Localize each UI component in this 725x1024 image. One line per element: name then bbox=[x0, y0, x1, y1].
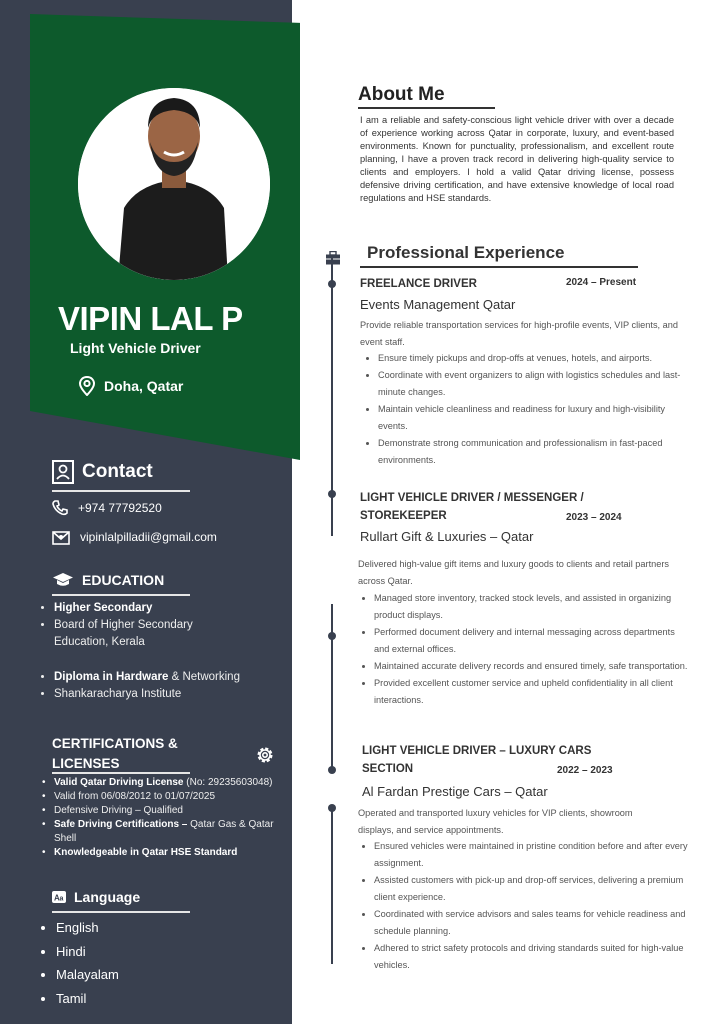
job-dates: 2024 – Present bbox=[566, 277, 637, 288]
timeline-line bbox=[331, 604, 333, 770]
language-heading bbox=[52, 889, 140, 905]
location-pin-icon bbox=[78, 376, 96, 396]
job-title: LIGHT VEHICLE DRIVER / MESSENGER / STOREKEEPER bbox=[360, 492, 584, 522]
education-divider bbox=[52, 594, 190, 596]
list-item: • English bbox=[56, 916, 119, 940]
contact-heading bbox=[52, 460, 153, 484]
svg-text:A: A bbox=[54, 893, 60, 903]
list-item: • Coordinate with event organizers to align with logistics schedules and last-minute changes. bbox=[378, 367, 688, 401]
phone-icon bbox=[52, 500, 68, 516]
language-heading-text: Language bbox=[74, 889, 141, 905]
list-item: • Hindi bbox=[56, 940, 119, 964]
job-company: Events Management Qatar bbox=[360, 297, 516, 312]
phone-number[interactable]: +974 77792520 bbox=[78, 501, 162, 515]
experience-heading: Professional Experience bbox=[367, 243, 565, 262]
job-summary: Operated and transported luxury vehicles for VIP clients, showroom displays, and service appointments. bbox=[358, 808, 633, 835]
experience-divider bbox=[360, 266, 638, 268]
list-item: • Assisted customers with pick-up and drop-off services, delivering a premium client experience. bbox=[374, 872, 696, 906]
contact-heading-text: Contact bbox=[82, 461, 153, 482]
job-bullets bbox=[358, 838, 696, 974]
timeline-dot bbox=[328, 632, 336, 640]
certifications-heading bbox=[52, 734, 202, 774]
list-item: • Defensive Driving – Qualified bbox=[54, 804, 274, 818]
list-item: • Ensured vehicles were maintained in pristine condition before and after every assignment. bbox=[374, 838, 696, 872]
list-item: • Maintain vehicle cleanliness and readiness for luxury and high-visibility events. bbox=[378, 401, 688, 435]
list-item: • Higher Secondary bbox=[54, 600, 244, 617]
list-item: • Diploma in Hardware & Networking bbox=[54, 669, 244, 686]
list-item: • Tamil bbox=[56, 987, 119, 1011]
timeline-dot bbox=[328, 490, 336, 498]
list-item: • Demonstrate strong communication and professionalism in fast-paced environments. bbox=[378, 435, 688, 469]
svg-text:a: a bbox=[59, 895, 64, 903]
list-item: • Knowledgeable in Qatar HSE Standard bbox=[54, 846, 274, 860]
education-list-2 bbox=[38, 669, 244, 703]
list-item: • Malayalam bbox=[56, 963, 119, 987]
list-item: • Maintained accurate delivery records and ensured timely, safe transportation. bbox=[374, 658, 692, 675]
profile-photo bbox=[78, 88, 270, 280]
email-icon bbox=[52, 529, 70, 545]
job-company: Rullart Gift & Luxuries – Qatar bbox=[360, 529, 534, 544]
list-item: • Shankaracharya Institute bbox=[54, 686, 244, 703]
email-address[interactable]: vipinlalpilladii@gmail.com bbox=[80, 530, 217, 544]
list-item: • Adhered to strict safety protocols and driving standards suited for high-value vehicles. bbox=[374, 940, 696, 974]
education-list-1 bbox=[38, 600, 244, 651]
language-icon bbox=[52, 891, 66, 903]
certifications-divider bbox=[52, 772, 190, 774]
certifications-list bbox=[54, 776, 274, 860]
list-item: • Performed document delivery and internal messaging across departments and external offices. bbox=[374, 624, 692, 658]
timeline-dot bbox=[328, 280, 336, 288]
timeline-dot bbox=[328, 766, 336, 774]
list-item: • Valid from 06/08/2012 to 01/07/2025 bbox=[54, 790, 274, 804]
location-text: Doha, Qatar bbox=[104, 378, 184, 394]
language-list bbox=[40, 916, 119, 1010]
job-bullets bbox=[358, 590, 692, 709]
job-title: FREELANCE DRIVER bbox=[360, 278, 477, 290]
contact-divider bbox=[52, 490, 190, 492]
job-summary: Provide reliable transportation services for high-profile events, VIP clients, and event staff. bbox=[360, 320, 678, 347]
about-divider bbox=[358, 107, 495, 109]
job-dates: 2022 – 2023 bbox=[557, 765, 613, 776]
language-divider bbox=[52, 911, 190, 913]
education-heading bbox=[52, 572, 164, 588]
phone-line bbox=[52, 500, 162, 516]
list-item: • Valid Qatar Driving License (No: 29235603048) bbox=[54, 776, 274, 790]
job-dates: 2023 – 2024 bbox=[566, 512, 622, 523]
certifications-heading-text: CERTIFICATIONS & LICENSES bbox=[52, 736, 178, 771]
timeline-dot bbox=[328, 804, 336, 812]
graduation-cap-icon bbox=[52, 572, 74, 588]
list-item: • Board of Higher Secondary Education, Kerala bbox=[54, 617, 244, 651]
list-item: • Managed store inventory, tracked stock levels, and assisted in organizing product displays. bbox=[374, 590, 692, 624]
candidate-name: VIPIN LAL P bbox=[58, 300, 243, 337]
email-line bbox=[52, 529, 217, 545]
location bbox=[78, 376, 183, 396]
list-item: • Ensure timely pickups and drop-offs at venues, hotels, and airports. bbox=[378, 350, 688, 367]
timeline-line bbox=[331, 808, 333, 964]
briefcase-icon bbox=[325, 251, 341, 265]
candidate-role: Light Vehicle Driver bbox=[70, 340, 201, 356]
job-summary: Delivered high-value gift items and luxury goods to clients and retail partners across Qatar. bbox=[358, 559, 670, 586]
about-text: I am a reliable and safety-conscious light vehicle driver with over a decade of experience working across Qatar in corporate, luxury, and event-based environments. Known for punctuality, professionalism, and excellent route planning, I have a proven track record in delivering high-quality service to clients and employers. I hold a valid Qatar driving license, possess defensive driving certification, and have extensive knowledge of local road regulations and HSE standards. bbox=[360, 115, 674, 203]
list-item: • Provided excellent customer service and upheld confidentiality in all client interactions. bbox=[374, 675, 692, 709]
job-company: Al Fardan Prestige Cars – Qatar bbox=[362, 784, 548, 799]
about-heading: About Me bbox=[358, 84, 445, 105]
job-title: LIGHT VEHICLE DRIVER – LUXURY CARS SECTION bbox=[362, 745, 592, 775]
list-item: • Coordinated with service advisors and sales teams for vehicle readiness and schedule planning. bbox=[374, 906, 696, 940]
gear-icon bbox=[254, 744, 276, 766]
contact-card-icon bbox=[52, 460, 74, 484]
job-bullets bbox=[362, 350, 688, 469]
education-heading-text: EDUCATION bbox=[82, 572, 165, 588]
list-item: • Safe Driving Certifications – Qatar Gas & Qatar Shell bbox=[54, 818, 274, 846]
